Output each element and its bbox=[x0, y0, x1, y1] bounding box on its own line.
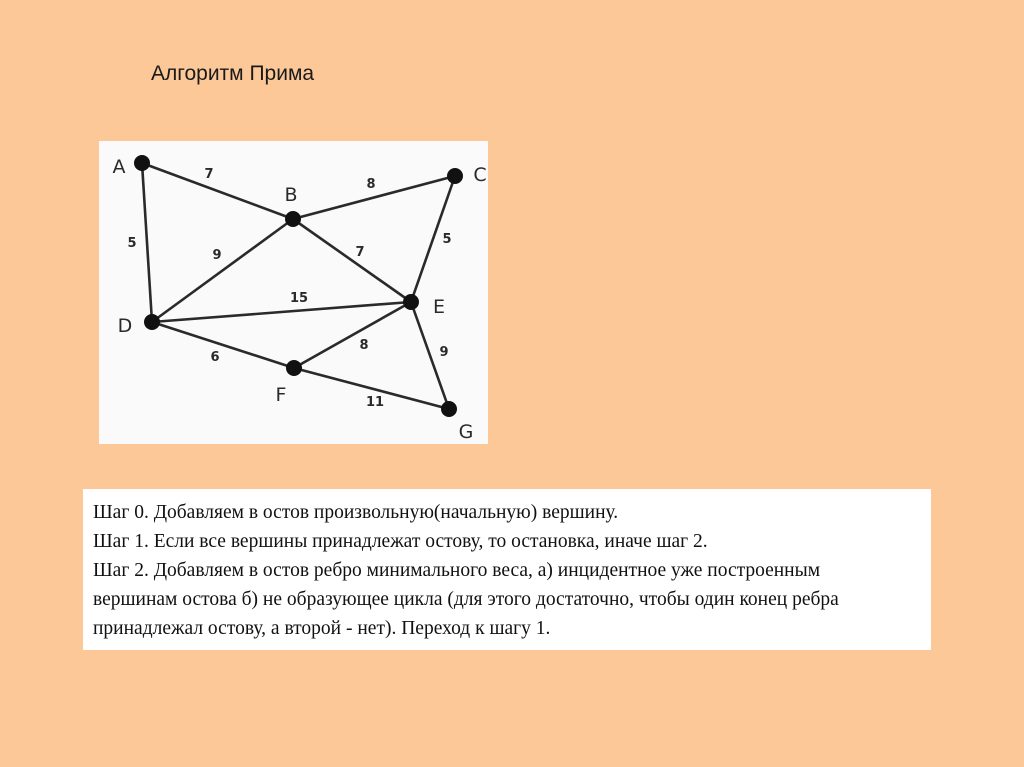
edge-weight-a-d: 5 bbox=[127, 236, 137, 251]
edge-a-b bbox=[142, 163, 293, 219]
edge-weight-b-e: 7 bbox=[355, 245, 365, 260]
vertex-d bbox=[144, 314, 160, 330]
vertex-label-f: F bbox=[275, 384, 287, 406]
edge-weight-b-c: 8 bbox=[366, 177, 376, 192]
graph-svg bbox=[99, 141, 488, 444]
edge-weight-f-g: 11 bbox=[365, 395, 385, 410]
edge-a-d bbox=[142, 163, 152, 322]
algorithm-steps bbox=[83, 489, 931, 650]
edge-d-b bbox=[152, 219, 293, 322]
edge-weight-d-e: 15 bbox=[289, 291, 309, 306]
edge-d-e bbox=[152, 302, 411, 322]
edge-b-e bbox=[293, 219, 411, 302]
edge-weight-a-b: 7 bbox=[204, 167, 214, 182]
edge-weight-f-e: 8 bbox=[359, 338, 369, 353]
vertex-a bbox=[134, 155, 150, 171]
step-0-text: Шаг 0. Добавляем в остов произвольную(начальную) вершину. bbox=[93, 502, 619, 523]
vertex-f bbox=[286, 360, 302, 376]
step-1-text: Шаг 1. Если все вершины принадлежат остову, то остановка, иначе шаг 2. bbox=[93, 531, 708, 552]
vertex-label-e: E bbox=[432, 296, 446, 318]
edge-weight-d-b: 9 bbox=[212, 248, 222, 263]
step-2-text-line-1: Шаг 2. Добавляем в остов ребро минимального веса, а) инцидентное уже построенным bbox=[93, 560, 821, 581]
vertex-e bbox=[403, 294, 419, 310]
step-2-text-line-2: вершинам остова б) не образующее цикла (для этого достаточно, чтобы один конец ребра bbox=[93, 589, 839, 610]
graph-diagram bbox=[99, 141, 488, 444]
edge-f-e bbox=[294, 302, 411, 368]
vertex-label-a: A bbox=[112, 156, 126, 178]
vertex-b bbox=[285, 211, 301, 227]
edge-weight-e-g: 9 bbox=[439, 345, 449, 360]
vertex-label-c: C bbox=[473, 164, 487, 186]
vertex-label-g: G bbox=[458, 421, 474, 443]
vertex-g bbox=[441, 401, 457, 417]
page-title: Алгоритм Прима bbox=[151, 62, 315, 85]
edge-weight-d-f: 6 bbox=[210, 350, 220, 365]
vertex-c bbox=[447, 168, 463, 184]
edge-weight-c-e: 5 bbox=[442, 232, 452, 247]
step-2-text-line-3: принадлежал остову, а второй - нет). Переход к шагу 1. bbox=[93, 618, 551, 639]
edge-d-f bbox=[152, 322, 294, 368]
vertex-label-b: B bbox=[284, 184, 298, 206]
vertex-label-d: D bbox=[117, 315, 133, 337]
